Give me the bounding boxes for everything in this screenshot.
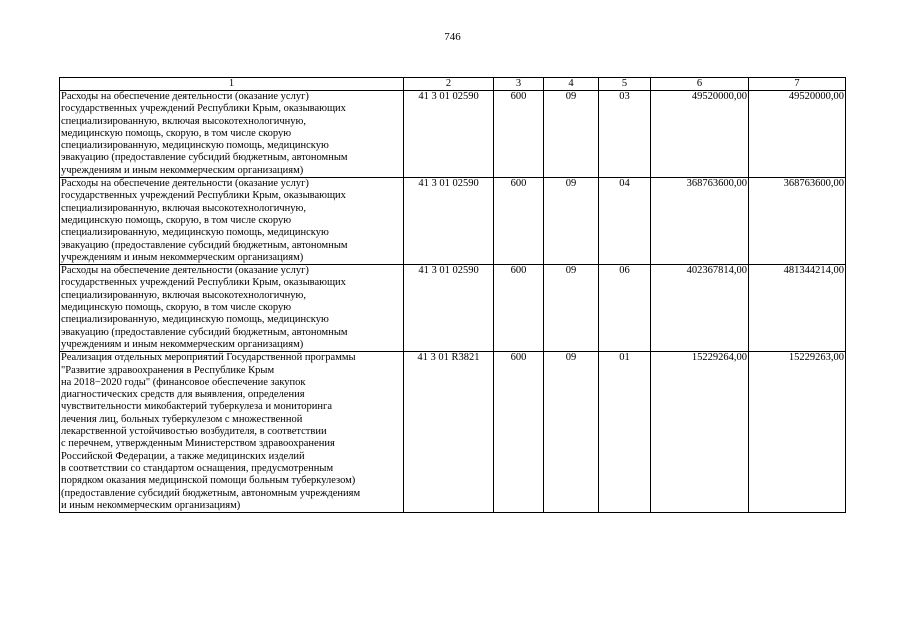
budget-table	[59, 77, 846, 513]
row-expense-type: 600	[494, 178, 544, 265]
table-row	[60, 91, 846, 178]
row-expense-type: 600	[494, 352, 544, 513]
row-amount-col7: 49520000,00	[749, 91, 846, 178]
column-header-7: 7	[749, 78, 846, 91]
row-amount-col7: 15229263,00	[749, 352, 846, 513]
row-subsection: 01	[599, 352, 651, 513]
column-header-3: 3	[494, 78, 544, 91]
row-target-code: 41 3 01 02590	[404, 91, 494, 178]
row-expense-type: 600	[494, 265, 544, 352]
row-target-code: 41 3 01 02590	[404, 265, 494, 352]
column-header-4: 4	[544, 78, 599, 91]
row-description: Расходы на обеспечение деятельности (оказание услуг) государственных учреждений Республики Крым, оказывающих специализированную, включая высокотехнологичную, медицинскую помощь, скорую, в том числе скорую специализированную, медицинскую помощь, медицинскую эвакуацию (предоставление субсидий бюджетным, автономным учреждениям и иным некоммерческим организациям)	[60, 91, 404, 178]
row-amount-col7: 368763600,00	[749, 178, 846, 265]
column-header-5: 5	[599, 78, 651, 91]
page-number: 746	[444, 31, 461, 43]
row-target-code: 41 3 01 R3821	[404, 352, 494, 513]
table-row	[60, 178, 846, 265]
header-row	[60, 78, 846, 91]
column-header-1: 1	[60, 78, 404, 91]
row-target-code: 41 3 01 02590	[404, 178, 494, 265]
row-subsection: 04	[599, 178, 651, 265]
row-amount-col6: 15229264,00	[651, 352, 749, 513]
table-row	[60, 265, 846, 352]
row-subsection: 03	[599, 91, 651, 178]
row-description: Расходы на обеспечение деятельности (оказание услуг) государственных учреждений Республики Крым, оказывающих специализированную, включая высокотехнологичную, медицинскую помощь, скорую, в том числе скорую специализированную, медицинскую помощь, медицинскую эвакуацию (предоставление субсидий бюджетным, автономным учреждениям и иным некоммерческим организациям)	[60, 265, 404, 352]
column-header-6: 6	[651, 78, 749, 91]
row-section: 09	[544, 91, 599, 178]
row-description: Расходы на обеспечение деятельности (оказание услуг) государственных учреждений Республики Крым, оказывающих специализированную, включая высокотехнологичную, медицинскую помощь, скорую, в том числе скорую специализированную, медицинскую помощь, медицинскую эвакуацию (предоставление субсидий бюджетным, автономным учреждениям и иным некоммерческим организациям)	[60, 178, 404, 265]
row-expense-type: 600	[494, 91, 544, 178]
row-description: Реализация отдельных мероприятий Государственной программы "Развитие здравоохранения в Республике Крым на 2018−2020 годы" (финансовое обеспечение закупок диагностических средств для выявления, определения чувствительности микобактерий туберкулеза и мониторинга лечения лиц, больных туберкулезом с множественной лекарственной устойчивостью возбудителя, в соответствии с перечнем, утвержденным Министерством здравоохранения Российской Федерации, а также медицинских изделий в соответствии со стандартом оснащения, предусмотренным порядком оказания медицинской помощи больным туберкулезом) (предоставление субсидий бюджетным, автономным учреждениям и иным некоммерческим организациям)	[60, 352, 404, 513]
table-row	[60, 352, 846, 513]
row-section: 09	[544, 265, 599, 352]
row-amount-col6: 402367814,00	[651, 265, 749, 352]
row-section: 09	[544, 352, 599, 513]
row-amount-col7: 481344214,00	[749, 265, 846, 352]
row-amount-col6: 49520000,00	[651, 91, 749, 178]
row-section: 09	[544, 178, 599, 265]
column-header-2: 2	[404, 78, 494, 91]
row-amount-col6: 368763600,00	[651, 178, 749, 265]
row-subsection: 06	[599, 265, 651, 352]
